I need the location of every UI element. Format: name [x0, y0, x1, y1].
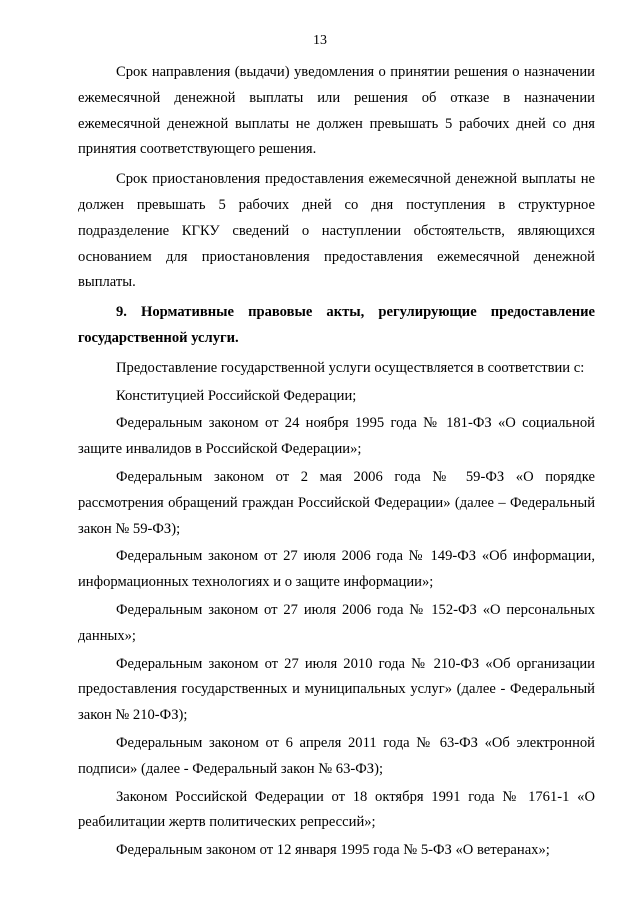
law-item: Законом Российской Федерации от 18 октября 1991 года № 1761-1 «О реабилитации жертв политических репрессий»;: [78, 788, 595, 831]
page-number: 13: [313, 33, 327, 48]
law-item: Федеральным законом от 2 мая 2006 года № 59-ФЗ «О порядке рассмотрения обращений граждан Российской Федерации» (далее – Федеральный закон № 59-ФЗ);: [78, 468, 595, 537]
document-body: [78, 60, 595, 864]
intro-paragraph: Предоставление государственной услуги осуществляется в соответствии с:: [116, 359, 585, 376]
law-item: Конституцией Российской Федерации;: [116, 387, 357, 404]
paragraph-notification-deadline: Срок направления (выдачи) уведомления о принятии решения о назначении ежемесячной денежной выплаты или решения об отказе в назначении ежемесячной денежной выплаты не должен превышать 5 рабочих дней со дня принятия соответствующего решения.: [78, 64, 595, 158]
law-item: Федеральным законом от 27 июля 2010 года № 210-ФЗ «Об организации предоставления государственных и муниципальных услуг» (далее - Федеральный закон № 210-ФЗ);: [78, 655, 595, 724]
section-heading: 9. Нормативные правовые акты, регулирующие предоставление государственной услуги.: [78, 304, 595, 346]
law-item: Федеральным законом от 27 июля 2006 года № 152-ФЗ «О персональных данных»;: [78, 601, 595, 644]
law-item: Федеральным законом от 24 ноября 1995 года № 181-ФЗ «О социальной защите инвалидов в Российской Федерации»;: [78, 415, 595, 458]
law-item: Федеральным законом от 6 апреля 2011 года № 63-ФЗ «Об электронной подписи» (далее - Федеральный закон № 63-ФЗ);: [78, 734, 595, 777]
law-item: Федеральным законом от 12 января 1995 года № 5-ФЗ «О ветеранах»;: [116, 842, 550, 859]
paragraph-suspension-deadline: Срок приостановления предоставления ежемесячной денежной выплаты не должен превышать 5 рабочих дней со дня поступления в структурное подразделение КГКУ сведений о наступлении обстоятельств, являющихся основанием для приостановления предоставления ежемесячной денежной выплаты.: [78, 171, 595, 291]
law-item: Федеральным законом от 27 июля 2006 года № 149-ФЗ «Об информации, информационных технологиях и о защите информации»;: [78, 548, 595, 591]
